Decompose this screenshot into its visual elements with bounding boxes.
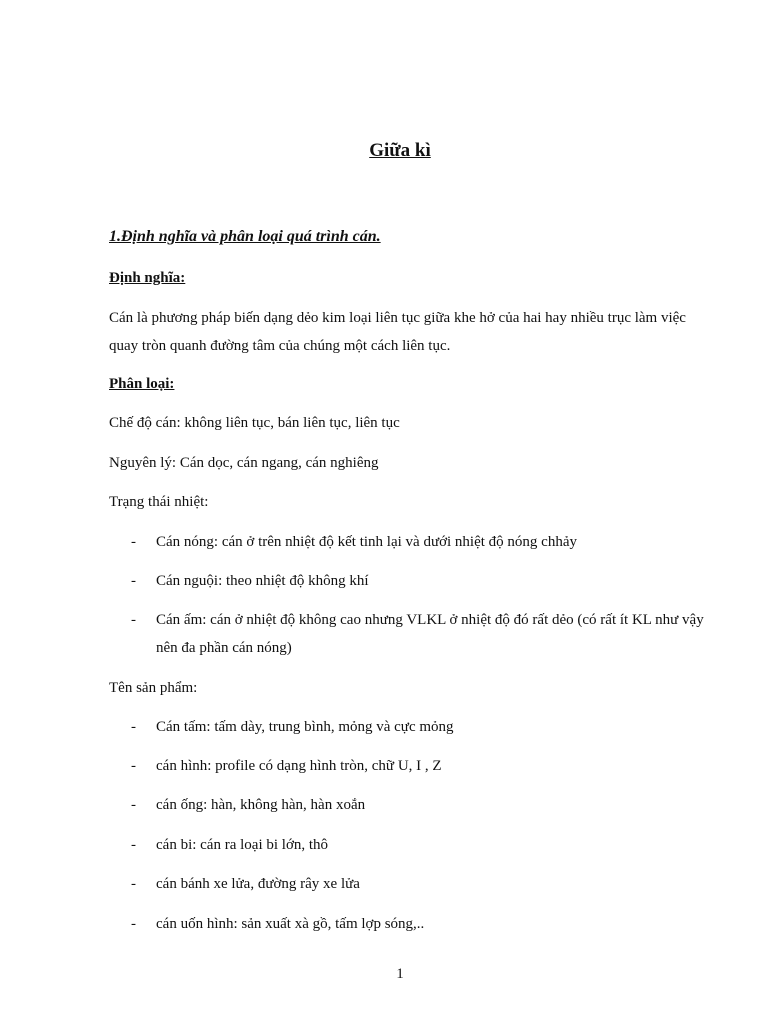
list-item-text: Cán nguội: theo nhiệt độ không khí <box>156 573 369 589</box>
list-item <box>131 528 711 556</box>
list-item-text: cán uốn hình: sản xuất xà gồ, tấm lợp sóng,.. <box>156 916 425 932</box>
classification-label: Phân loại: <box>109 376 175 392</box>
list-item-text: Cán nóng: cán ở trên nhiệt độ kết tinh lại và dưới nhiệt độ nóng chhảy <box>156 534 577 550</box>
bullet-marker: - <box>131 797 136 813</box>
rolling-mode-line: Chế độ cán: không liên tục, bán liên tục, liên tục <box>109 415 400 431</box>
list-item-text: Cán ấm: cán ở nhiệt độ không cao nhưng VLKL ở nhiệt độ đó rất dẻo (có rất ít KL như vậy nên đa phần cán nóng) <box>156 612 704 656</box>
page-number: 1 <box>396 966 404 982</box>
thermal-state-label: Trạng thái nhiệt: <box>109 494 209 510</box>
definition-paragraph: Cán là phương pháp biến dạng dẻo kim loại liên tục giữa khe hở của hai hay nhiều trục làm việc quay tròn quanh đường tâm của chúng một cách liên tục. <box>109 310 686 354</box>
bullet-marker: - <box>131 612 136 628</box>
definition-label: Định nghĩa: <box>109 270 186 286</box>
bullet-marker: - <box>131 876 136 892</box>
list-item <box>131 752 711 780</box>
list-item-text: Cán tấm: tấm dày, trung bình, mỏng và cực mỏng <box>156 719 454 735</box>
bullet-marker: - <box>131 837 136 853</box>
bullet-marker: - <box>131 758 136 774</box>
list-item <box>131 791 711 819</box>
bullet-marker: - <box>131 534 136 550</box>
list-item <box>131 910 711 938</box>
section-heading: 1.Định nghĩa và phân loại quá trình cán. <box>109 228 381 245</box>
list-item-text: cán hình: profile có dạng hình tròn, chữ U, I , Z <box>156 758 442 774</box>
product-name-label: Tên sản phẩm: <box>109 680 198 696</box>
document-title: Giữa kì <box>369 140 431 161</box>
list-item <box>131 567 711 595</box>
bullet-marker: - <box>131 573 136 589</box>
list-item <box>131 606 711 662</box>
list-item-text: cán bánh xe lửa, đường rây xe lửa <box>156 876 360 892</box>
list-item-text: cán ống: hàn, không hàn, hàn xoắn <box>156 797 366 813</box>
list-item <box>131 831 711 859</box>
list-item <box>131 713 711 741</box>
bullet-marker: - <box>131 719 136 735</box>
list-item-text: cán bi: cán ra loại bi lớn, thô <box>156 837 329 853</box>
rolling-principle-line: Nguyên lý: Cán dọc, cán ngang, cán nghiêng <box>109 455 379 471</box>
bullet-marker: - <box>131 916 136 932</box>
list-item <box>131 870 711 898</box>
